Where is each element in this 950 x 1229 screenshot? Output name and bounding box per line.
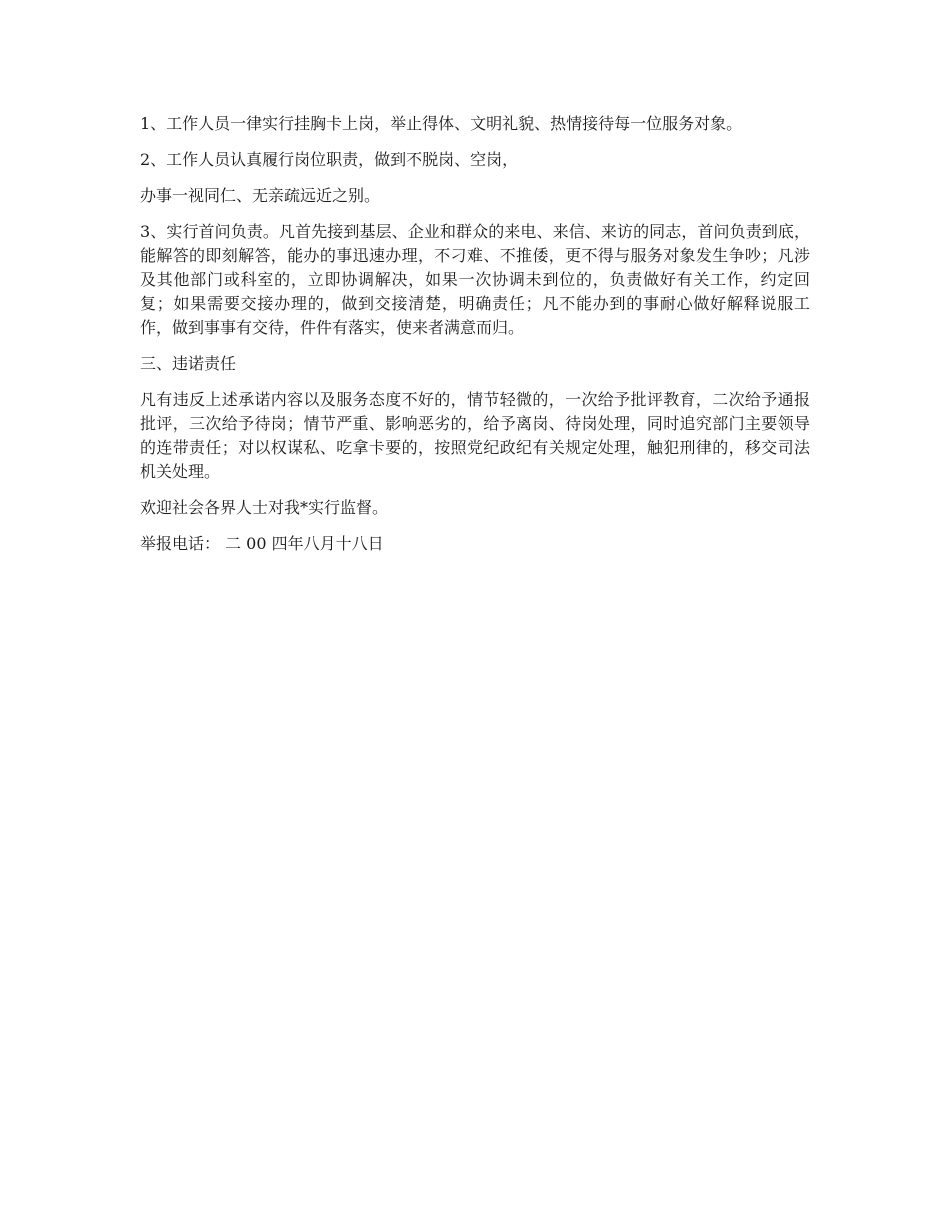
paragraph-violation-details: 凡有违反上述承诺内容以及服务态度不好的，情节轻微的，一次给予批评教育，二次给予通报批评，三次给予待岗；情节严重、影响恶劣的，给予离岗、待岗处理，同时追究部门主要领导的连带责任；对以权谋私、吃拿卡要的，按照党纪政纪有关规定处理，触犯刑律的，移交司法机关处理。 <box>140 390 810 481</box>
paragraph-item-2-continued: 办事一视同仁、无亲疏远近之别。 <box>140 186 381 205</box>
document-body <box>140 112 810 568</box>
paragraph-item-3: 3、实行首问负责。凡首先接到基层、企业和群众的来电、来信、来访的同志，首问负责到底，能解答的即刻解答，能办的事迅速办理，不刁难、不推倭，更不得与服务对象发生争吵；凡涉及其他部门或科室的，立即协调解决，如果一次协调未到位的，负责做好有关工作，约定回复；如果需要交接办理的，做到交接清楚，明确责任；凡不能办到的事耐心做好解释说服工作，做到事事有交待，件件有落实，使来者满意而归。 <box>140 222 810 337</box>
paragraph-supervision-welcome: 欢迎社会各界人士对我*实行监督。 <box>140 498 389 517</box>
section-heading-violation-liability: 三、违诺责任 <box>140 354 237 373</box>
paragraph-report-phone-date: 举报电话： 二 00 四年八月十八日 <box>140 534 384 553</box>
paragraph-item-1: 1、工作人员一律实行挂胸卡上岗，举止得体、文明礼貌、热情接待每一位服务对象。 <box>140 114 743 133</box>
paragraph-item-2: 2、工作人员认真履行岗位职责，做到不脱岗、空岗， <box>140 150 519 169</box>
